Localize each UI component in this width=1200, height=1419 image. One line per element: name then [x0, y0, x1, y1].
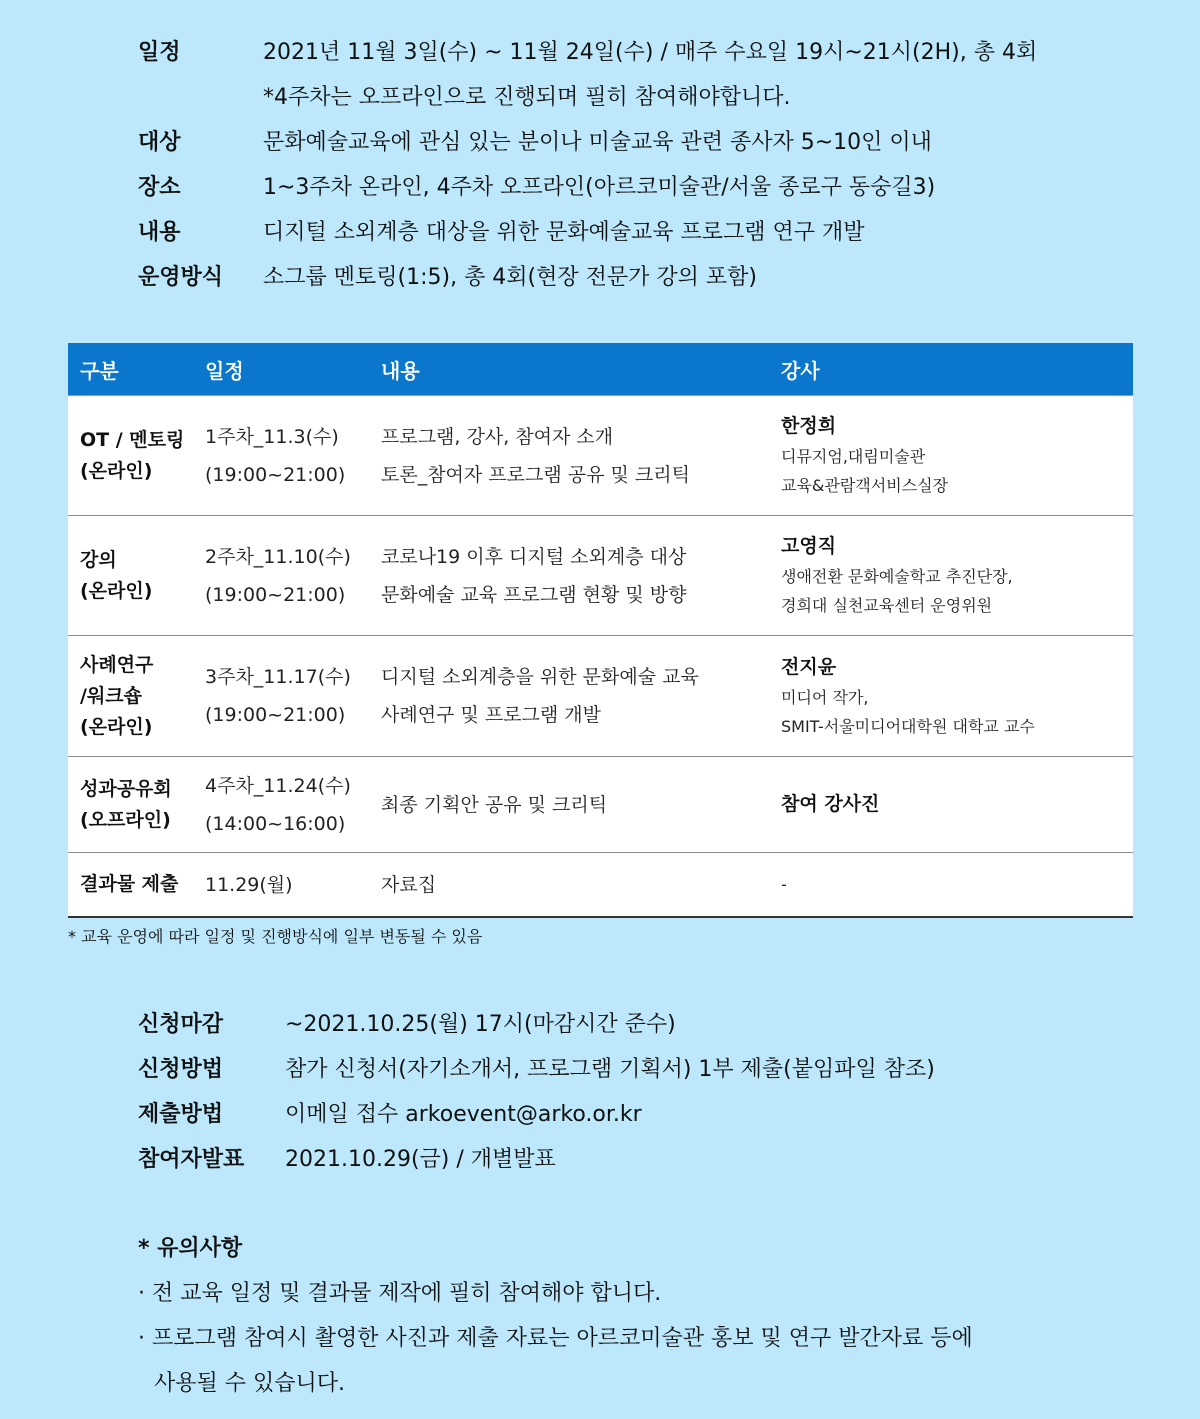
- notice-section: [138, 1226, 1138, 1406]
- cell-type: 사례연구 /워크숍 (온라인): [80, 653, 154, 738]
- notice-item: · 프로그램 참여시 촬영한 사진과 제출 자료는 아르코미술관 홍보 및 연구 발간자료 등에: [138, 1326, 973, 1351]
- header-type: 구분: [80, 358, 119, 383]
- info-value: 디지털 소외계층 대상을 위한 문화예술교육 프로그램 연구 개발: [263, 220, 865, 245]
- apply-value: 2021.10.29(금) / 개별발표: [285, 1147, 556, 1172]
- table-row: [68, 636, 1133, 757]
- table-row: [68, 516, 1133, 636]
- apply-value: ~2021.10.25(월) 17시(마감시간 준수): [285, 1012, 676, 1037]
- notice-item: · 전 교육 일정 및 결과물 제작에 필히 참여해야 합니다.: [138, 1281, 662, 1306]
- info-row-target: [138, 120, 1138, 165]
- info-label: 대상: [138, 130, 181, 155]
- notice-title: * 유의사항: [138, 1236, 243, 1261]
- table-row: [68, 853, 1133, 918]
- cell-instructor: 전지윤 미디어 작가, SMIT-서울미디어대학원 대학교 교수: [781, 652, 1133, 741]
- application-info: [138, 1002, 1138, 1182]
- cell-content: 자료집: [381, 873, 437, 896]
- table-row: [68, 396, 1133, 516]
- cell-schedule: 11.29(월): [205, 873, 293, 896]
- cell-type: 성과공유회 (오프라인): [80, 777, 172, 831]
- apply-row-announcement: [138, 1137, 1138, 1182]
- cell-type: 결과물 제출: [80, 873, 179, 895]
- header-content: 내용: [381, 358, 420, 383]
- apply-label: 제출방법: [138, 1102, 224, 1127]
- info-value: 1~3주차 온라인, 4주차 오프라인(아르코미술관/서울 종로구 동숭길3): [263, 175, 936, 200]
- apply-label: 참여자발표: [138, 1147, 245, 1172]
- cell-instructor: 고영직 생애전환 문화예술학교 추진단장, 경희대 실천교육센터 운영위원: [781, 531, 1133, 620]
- info-label: 내용: [138, 220, 181, 245]
- cell-instructor: -: [781, 875, 787, 894]
- cell-instructor: 한정희 디뮤지엄,대림미술관 교육&관람객서비스실장: [781, 411, 1133, 500]
- instructor-name: 전지윤: [781, 655, 837, 678]
- apply-row-method: [138, 1047, 1138, 1092]
- info-row-place: [138, 165, 1138, 210]
- instructor-name: 참여 강사진: [781, 793, 880, 815]
- cell-schedule: 2주차_11.10(수) (19:00~21:00): [205, 545, 351, 606]
- header-schedule: 일정: [205, 358, 244, 383]
- apply-row-submission: [138, 1092, 1138, 1137]
- apply-row-deadline: [138, 1002, 1138, 1047]
- info-row-schedule: [138, 30, 1138, 120]
- instructor-name: 고영직: [781, 535, 837, 557]
- cell-type: 강의 (온라인): [80, 548, 153, 602]
- cell-instructor: [781, 789, 1133, 820]
- cell-content: 디지털 소외계층을 위한 문화예술 교육 사례연구 및 프로그램 개발: [381, 666, 699, 726]
- table-row: [68, 757, 1133, 853]
- program-info: [138, 30, 1138, 300]
- cell-content: 최종 기획안 공유 및 크리틱: [381, 793, 608, 816]
- info-subnote: *4주차는 오프라인으로 진행되며 필히 참여해야합니다.: [263, 85, 791, 110]
- apply-value: 이메일 접수 arkoevent@arko.or.kr: [285, 1102, 642, 1127]
- info-label: 장소: [138, 175, 181, 200]
- info-value: 소그룹 멘토링(1:5), 총 4회(현장 전문가 강의 포함): [263, 265, 757, 290]
- instructor-name: 한정희: [781, 415, 837, 437]
- table-note: * 교육 운영에 따라 일정 및 진행방식에 일부 변동될 수 있음: [68, 927, 483, 946]
- info-row-method: [138, 255, 1138, 300]
- info-value: 2021년 11월 3일(수) ~ 11월 24일(수) / 매주 수요일 19시~21시(2H), 총 4회: [263, 40, 1038, 65]
- cell-type: OT / 멘토링 (온라인): [80, 428, 185, 482]
- cell-schedule: 4주차_11.24(수) (14:00~16:00): [205, 774, 351, 835]
- header-instructor: 강사: [781, 358, 820, 383]
- apply-label: 신청마감: [138, 1012, 224, 1037]
- cell-content: 코로나19 이후 디지털 소외계층 대상 문화예술 교육 프로그램 현황 및 방향: [381, 545, 687, 606]
- notice-item-continued: 사용될 수 있습니다.: [154, 1371, 345, 1396]
- info-label: 일정: [138, 40, 181, 65]
- apply-label: 신청방법: [138, 1057, 224, 1082]
- apply-value: 참가 신청서(자기소개서, 프로그램 기획서) 1부 제출(붙임파일 참조): [285, 1057, 935, 1082]
- cell-content: 프로그램, 강사, 참여자 소개 토론_참여자 프로그램 공유 및 크리틱: [381, 425, 690, 486]
- info-row-content: [138, 210, 1138, 255]
- schedule-table: [68, 343, 1133, 918]
- info-value: 문화예술교육에 관심 있는 분이나 미술교육 관련 종사자 5~10인 이내: [263, 130, 932, 155]
- cell-schedule: 3주차_11.17(수) (19:00~21:00): [205, 666, 351, 726]
- cell-schedule: 1주차_11.3(수) (19:00~21:00): [205, 425, 346, 486]
- table-header: [68, 343, 1133, 396]
- info-label: 운영방식: [138, 265, 224, 290]
